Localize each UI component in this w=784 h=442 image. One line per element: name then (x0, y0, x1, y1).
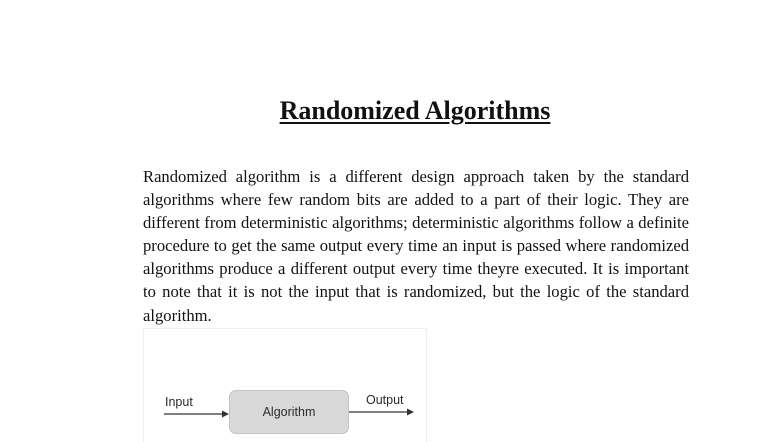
body-paragraph: Randomized algorithm is a different design approach taken by the standard algorithms where few random bits are added to a part of their logic. They are different from deterministic algorithms; deterministic algorithms follow a definite procedure to get the same output every time an input is passed where randomized algorithms produce a different output every time theyre executed. It is important to note that it is not the input that is randomized, but the logic of the standard algorithm. (143, 167, 689, 325)
algorithm-box-label: Algorithm (262, 405, 316, 419)
input-arrow-icon (164, 409, 230, 419)
algorithm-diagram (143, 328, 427, 442)
algorithm-box (229, 390, 349, 434)
diagram-output-label: Output (366, 393, 404, 407)
page-title: Randomized Algorithms (279, 96, 551, 125)
output-arrow-icon (349, 407, 415, 417)
diagram-input-label: Input (165, 395, 193, 409)
